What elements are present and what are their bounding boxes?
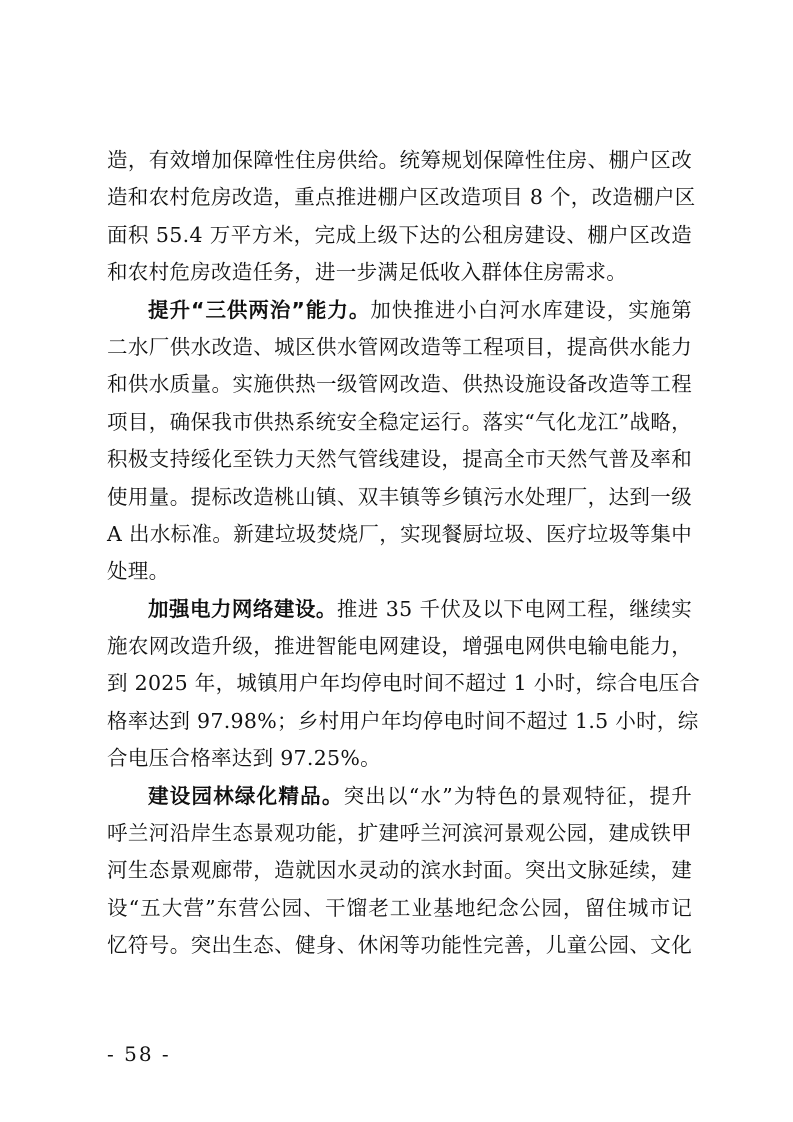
text-line: A 出水标准。新建垃圾焚烧厂，实现餐厨垃圾、医疗垃圾等集中 — [107, 521, 692, 546]
text-line-body: 推进 35 千伏及以下电网工程，继续实 — [336, 596, 692, 621]
text-line: 项目，确保我市供热系统安全稳定运行。落实“气化龙江”战略， — [107, 409, 692, 434]
text-line: 使用量。提标改造桃山镇、双丰镇等乡镇污水处理厂，达到一级 — [107, 484, 692, 509]
text-line: 和农村危房改造任务，进一步满足低收入群体住房需求。 — [107, 260, 627, 285]
text-line: 到 2025 年，城镇用户年均停电时间不超过 1 小时，综合电压合 — [107, 671, 701, 696]
text-line: 面积 55.4 万平方米，完成上级下达的公租房建设、棚户区改造 — [107, 222, 692, 247]
text-line: 合电压合格率达到 97.25%。 — [107, 746, 381, 771]
paragraph-heading: 加强电力网络建设。 — [148, 596, 337, 621]
text-line: 二水厂供水改造、城区供水管网改造等工程项目，提高供水能力 — [107, 334, 692, 359]
paragraph-housing — [107, 142, 696, 292]
text-line-body: 加快推进小白河水库建设，实施第 — [370, 297, 693, 322]
text-line: 施农网改造升级，推进智能电网建设，增强电网供电输电能力， — [107, 634, 692, 659]
text-line-body: 突出以“水”为特色的景观特征，提升 — [343, 783, 693, 808]
paragraph-heading: 建设园林绿化精品。 — [148, 783, 344, 808]
text-line: 设“五大营”东营公园、干馏老工业基地纪念公园，留住城市记 — [107, 895, 692, 920]
text-line — [107, 292, 692, 329]
page-number: - 58 - — [107, 1042, 171, 1066]
text-line — [107, 778, 692, 815]
text-line — [107, 591, 692, 628]
text-line: 造和农村危房改造，重点推进棚户区改造项目 8 个，改造棚户区 — [107, 185, 696, 210]
text-line: 河生态景观廊带，造就因水灵动的滨水封面。突出文脉延续，建 — [107, 858, 692, 883]
text-line: 造，有效增加保障性住房供给。统筹规划保障性住房、棚户区改 — [107, 148, 692, 172]
text-line: 忆符号。突出生态、健身、休闲等功能性完善，儿童公园、文化 — [107, 933, 692, 958]
text-line: 格率达到 97.98%；乡村用户年均停电时间不超过 1.5 小时，综 — [107, 708, 699, 733]
paragraph-supply-treatment — [107, 292, 692, 591]
paragraph-heading: 提升“三供两治”能力。 — [148, 297, 371, 322]
text-line: 呼兰河沿岸生态景观功能，扩建呼兰河滨河景观公园，建成铁甲 — [107, 821, 692, 846]
paragraph-power-grid — [107, 591, 701, 778]
text-line: 和供水质量。实施供热一级管网改造、供热设施设备改造等工程 — [107, 372, 692, 397]
text-line: 积极支持绥化至铁力天然气管线建设，提高全市天然气普及率和 — [107, 447, 692, 472]
paragraph-landscaping — [107, 778, 692, 965]
text-line: 处理。 — [107, 559, 170, 584]
body-text — [107, 142, 701, 965]
